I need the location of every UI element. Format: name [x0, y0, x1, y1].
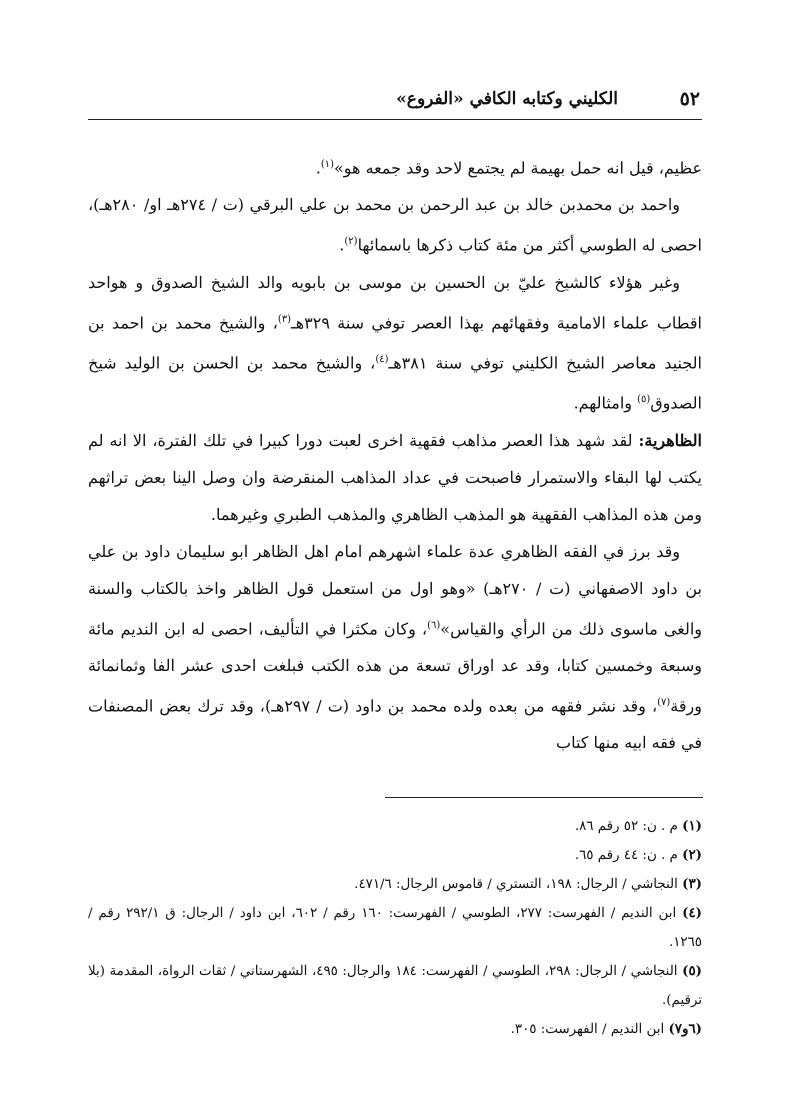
- running-title: الكليني وكتابه الكافي «الفروع»: [396, 89, 618, 109]
- paragraph-1: عظيم، قيل انه حمل بهيمة لم يجتمع لاحد وقد جمعه هو»$^{(١)}$.: [315, 158, 702, 178]
- footnote-ref-5: (٥): [637, 394, 651, 406]
- footnote-ref-3: (٣): [277, 313, 292, 325]
- footnote-ref-7: (٧): [657, 696, 671, 708]
- paragraph-4: الظاهرية: لقد شهد هذا العصر مذاهب فقهية اخرى لعبت دورا كبيرا في تلك الفترة، الا انه لم يكتب لها البقاء والاستمرار فاصبحت في عداد المذاهب المنقرضة وان وصل الينا بعض تراثهم ومن هذه المذاهب الفقهية هو المذهب الظاهري والمذهب الطبري وغيرهما.: [88, 430, 702, 524]
- footnote-ref-6: (٦): [427, 619, 441, 631]
- footnote-ref-2: (٢): [344, 236, 358, 248]
- paragraph-3: وغير هؤلاء كالشيخ عليّ بن الحسين بن موسى بن بابويه والد الشيخ الصدوق و هواحد اقطاب علماء الامامية وفقهائهم بهذا العصر توفي سنة ٣٢٩هـ$^{(٣)}$، والشيخ محمد بن احمد بن الجنيد معاصر الشيخ الكليني توفي سنة ٣٨١هـ$^{(٤)}$، والشيخ محمد بن الحسن بن الوليد شيخ الصدوق$^{(٥)}$ وامثالهم.: [88, 272, 702, 413]
- footnote-5: (٥) النجاشي / الرجال: ٢٩٨، الطوسي / الفهرست: ١٨٤ والرجال: ٤٩٥، الشهرستاني / ثقات الرواة، المقدمة (بلا ترقيم).: [88, 963, 702, 1008]
- footnote-ref-1: (١): [320, 159, 334, 170]
- footnote-6-7: (٦و٧) ابن النديم / الفهرست: ٣٠٥.: [510, 1021, 702, 1037]
- footnote-3: (٣) النجاشي / الرجال: ١٩٨، التستري / قاموس الرجال: ٤٧١/٦.: [354, 876, 702, 892]
- main-text: [88, 146, 702, 761]
- page-header: [92, 88, 700, 118]
- footnote-1: (١) م . ن: ٥٢ رقم ٨٦.: [574, 818, 702, 834]
- paragraph-2: واحمد بن محمدبن خالد بن عبد الرحمن بن محمد بن علي البرقي (ت / ٢٧٤هـ او/ ٢٨٠هـ)، احصى له الطوسي أكثر من مئة كتاب ذكرها باسمائها$^{(٢)}$.: [88, 195, 702, 255]
- page-number: ٥٢: [679, 88, 700, 110]
- section-term: الظاهرية:: [638, 430, 702, 450]
- footnote-4: (٤) ابن النديم / الفهرست: ٢٧٧، الطوسي / الفهرست: ١٦٠ رقم / ٦٠٢، ابن داود / الرجال: ق ٢٩٢/١ رقم / ١٢٦٥.: [88, 905, 702, 950]
- footnote-ref-4: (٤): [375, 353, 389, 365]
- footnote-2: (٢) م . ن: ٤٤ رقم ٦٥.: [574, 847, 702, 863]
- footnote-separator: [385, 797, 703, 798]
- header-rule: [88, 119, 702, 120]
- footnotes: [88, 812, 702, 1044]
- paragraph-5: وقد برز في الفقه الظاهري عدة علماء اشهرهم امام اهل الظاهر ابو سليمان داود بن علي بن داود الاصفهاني (ت / ٢٧٠هـ) «وهو اول من استعمل قول الظاهر واخذ بالكتاب والسنة والغى ماسوى ذلك من الرأي والقياس»$^{(٦)}$، وكان مكثرا في التأليف، احصى له ابن النديم مائة وسبعة وخمسين كتابا، وقد عد اوراق تسعة من هذه الكتب فبلغت احدى عشر الفا وثمانمائة ورقة$^{(٧)}$، وقد نشر فقهه من بعده ولده محمد بن داود (ت / ٢٩٧هـ)، وقد ترك بعض المصنفات في فقه ابيه منها كتاب: [88, 541, 703, 753]
